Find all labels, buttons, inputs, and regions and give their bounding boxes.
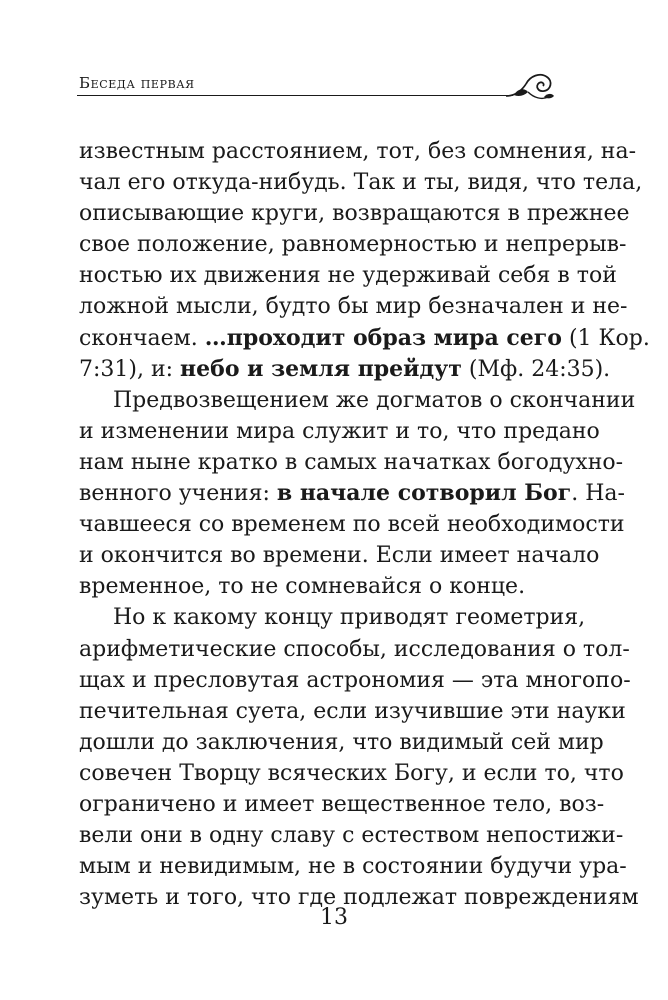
text-span: 7:31), и:	[79, 356, 181, 382]
text-span: совечен Творцу всяческих Богу, и если то, что	[79, 760, 624, 786]
text-span: Но к какому концу приводят геометрия,	[113, 605, 586, 631]
text-span: свое положение, равномерностью и непрерыв-	[79, 232, 627, 258]
running-head-title: Беседа первая	[79, 74, 195, 92]
text-line	[79, 478, 625, 509]
text-line	[79, 602, 586, 633]
text-line	[79, 665, 631, 696]
text-span: нам ныне кратко в самых начатках богодухно-	[79, 449, 624, 475]
text-span: щах и пресловутая астрономия — эта многопо-	[79, 667, 631, 693]
text-line	[79, 291, 628, 322]
text-span: Предвозвещением же догматов о скончании	[113, 387, 636, 413]
text-line	[79, 758, 624, 789]
body-text	[79, 136, 650, 913]
text-line	[79, 727, 604, 758]
text-line	[79, 634, 630, 665]
text-span: описывающие круги, возвращаются в прежнее	[79, 201, 630, 227]
bold-quote: …проходит образ мира сего	[204, 324, 562, 351]
text-span: (1 Кор.	[561, 325, 650, 351]
text-span: и окончится во времени. Если имеет начало	[79, 543, 600, 569]
text-line	[79, 820, 624, 851]
text-line	[79, 385, 636, 416]
bold-quote: в начале сотворил Бог	[276, 480, 572, 507]
text-line	[79, 260, 617, 291]
text-line	[79, 416, 600, 447]
header-rule	[77, 95, 513, 96]
text-span: арифметические способы, исследования о тол-	[79, 636, 630, 662]
text-line	[79, 851, 627, 882]
text-span: мым и невидимым, не в состоянии будучи ура-	[79, 854, 627, 880]
text-line	[79, 323, 650, 354]
text-span: известным расстоянием, тот, без сомнения, на-	[79, 139, 637, 164]
text-line	[79, 789, 605, 820]
text-span: чал его откуда-нибудь. Так и ты, видя, что тела,	[79, 170, 643, 196]
text-line	[79, 571, 551, 602]
text-line	[79, 540, 600, 571]
text-span: чавшееся со временем по всей необходимости	[79, 512, 625, 538]
text-line	[79, 509, 625, 540]
text-span: зуметь и того, что где подлежат повреждениям	[79, 885, 639, 911]
page-number: 13	[320, 905, 348, 930]
text-span: печительная суета, если изучившие эти науки	[79, 698, 626, 724]
text-line	[79, 447, 624, 478]
text-span: ложной мысли, будто бы мир безначален и не-	[79, 294, 628, 320]
text-span: (Мф. 24:35).	[461, 356, 611, 382]
text-span: скончаем.	[79, 325, 205, 351]
text-span: ограничено и имеет вещественное тело, воз-	[79, 791, 605, 817]
text-line	[79, 198, 630, 229]
text-span: ностью их движения не удерживай себя в той	[79, 263, 617, 289]
text-line	[79, 167, 643, 198]
text-line	[79, 696, 626, 727]
text-span: венного учения:	[79, 481, 277, 507]
bold-quote: небо и земля прейдут	[180, 355, 462, 382]
scroll-flourish-icon	[504, 66, 558, 106]
text-span: дошли до заключения, что видимый сей мир	[79, 729, 604, 755]
text-span: . На-	[571, 481, 625, 507]
text-line	[79, 229, 627, 260]
text-span: временное, то не сомневайся о конце.	[79, 574, 526, 600]
text-line	[79, 354, 611, 385]
text-span: вели они в одну славу с естеством непостижи-	[79, 823, 624, 849]
text-span: и изменении мира служит и то, что предано	[79, 418, 600, 444]
text-line	[79, 136, 637, 167]
